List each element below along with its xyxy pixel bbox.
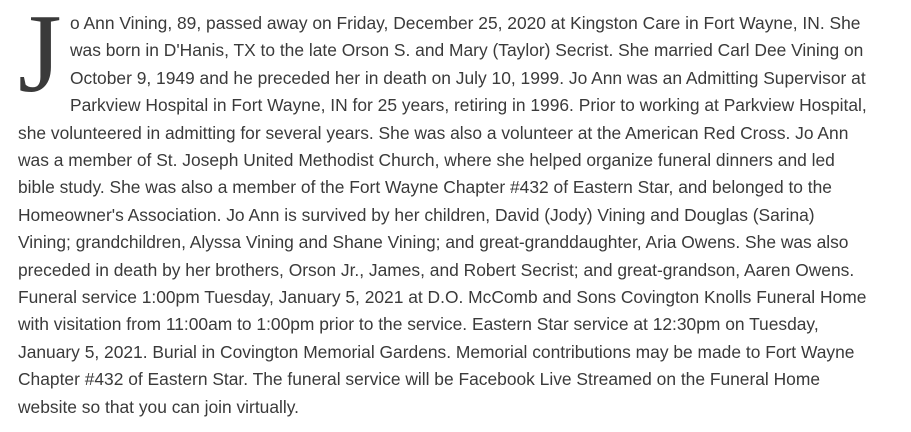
drop-cap-letter: J — [18, 0, 62, 116]
obituary-text: o Ann Vining, 89, passed away on Friday, December 25, 2020 at Kingston Care in Fort Wayne, IN. She was born in D'Hanis, TX to the late Orson S. and Mary (Taylor) Secrist. She married Carl Dee Vining on October 9, 1949 and he preceded her in death on July 10, 1999. Jo Ann was an Admitting Supervisor at Parkview Hospital in Fort Wayne, IN for 25 years, retiring in 1996. Prior to working at Parkview Hospital, she volunteered in admitting for several years. She was also a volunteer at the American Red Cross. Jo Ann was a member of St. Joseph United Methodist Church, where she helped organize funeral dinners and led bible study. She was also a member of the Fort Wayne Chapter #432 of Eastern Star, and belonged to the Homeowner's Association. Jo Ann is survived by her children, David (Jody) Vining and Douglas (Sarina) Vining; grandchildren, Alyssa Vining and Shane Vining; and great-granddaughter, Aria Owens. She was also preceded in death by her brothers, Orson Jr., James, and Robert Secrist; and great-grandson, Aaren Owens. Funeral service 1:00pm Tuesday, January 5, 2021 at D.O. McComb and Sons Covington Knolls Funeral Home with visitation from 11:00am to 1:00pm prior to the service. Eastern Star service at 12:30pm on Tuesday, January 5, 2021. Burial in Covington Memorial Gardens. Memorial contributions may be made to Fort Wayne Chapter #432 of Eastern Star. The funeral service will be Facebook Live Streamed on the Funeral Home website so that you can join virtually. — [18, 13, 867, 417]
